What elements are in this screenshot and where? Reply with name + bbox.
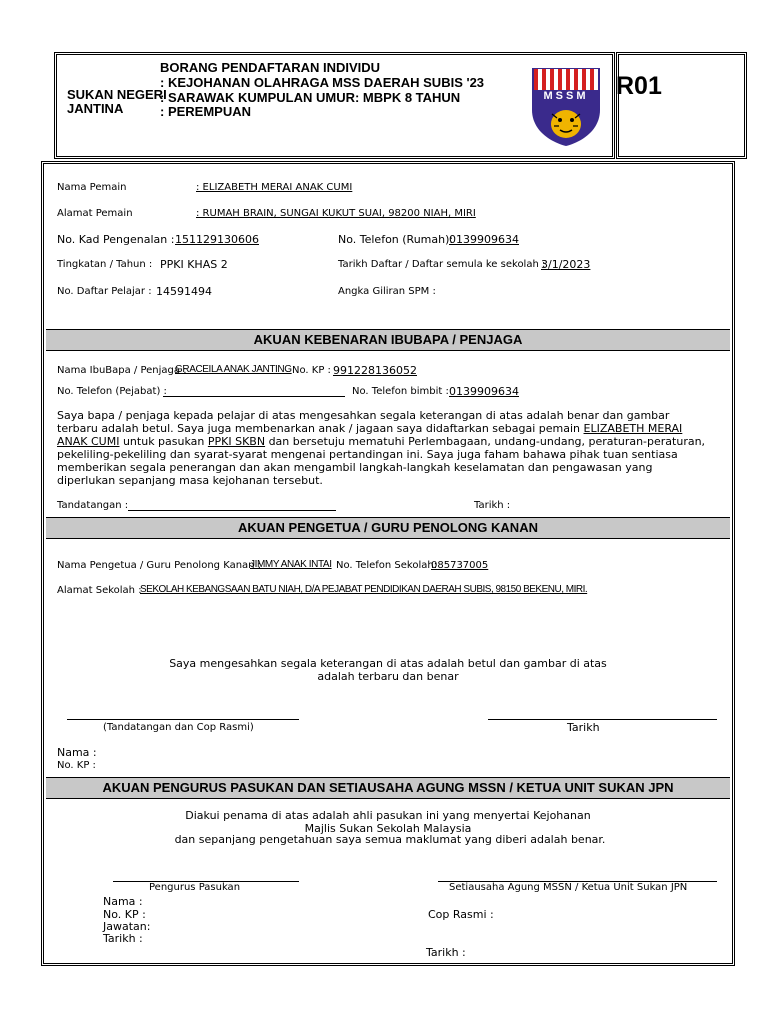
telefon-rumah-value: 0139909634	[449, 233, 519, 246]
pengetua-nama-row: Nama :	[57, 746, 97, 759]
nama-pengetua-value: JIMMY ANAK INTAI	[250, 559, 332, 570]
nama-ibubapa-value: GRACEILA ANAK JANTING	[175, 364, 292, 375]
jantina-value: : PEREMPUAN	[160, 104, 252, 119]
kp-ibubapa-value: 991228136052	[333, 364, 417, 377]
pengetua-signature-line	[67, 719, 299, 720]
telefon-rumah-label: No. Telefon (Rumah):	[338, 233, 454, 246]
pengurus-kp-label: No. KP :	[103, 908, 146, 921]
jantina-label: JANTINA	[67, 101, 124, 116]
nama-pemain-value: : ELIZABETH MERAI ANAK CUMI	[196, 182, 353, 193]
form-title: BORANG PENDAFTARAN INDIVIDU	[160, 60, 381, 75]
pengurus-heading: AKUAN PENGURUS PASUKAN DAN SETIAUSAHA AGUNG MSSN / KETUA UNIT SUKAN JPN	[46, 777, 730, 799]
mssm-shield-icon	[530, 66, 602, 148]
pengurus-pasukan-label: Pengurus Pasukan	[149, 882, 241, 893]
setiausaha-tarikh-label: Tarikh :	[426, 946, 466, 959]
tel-sekolah-value: 085737005	[431, 560, 489, 571]
ibubapa-declaration	[57, 409, 711, 487]
ibubapa-heading: AKUAN KEBENARAN IBUBAPA / PENJAGA	[46, 329, 730, 351]
daftar-pelajar-value: 14591494	[156, 285, 212, 298]
ibubapa-tarikh-label: Tarikh :	[474, 500, 511, 511]
sukan-negeri-label: SUKAN NEGERI	[67, 87, 167, 102]
tel-bimbit-value: 0139909634	[449, 385, 519, 398]
tel-pejabat-line	[163, 396, 345, 397]
declaration-player-name: ELIZABETH MERAI ANAK CUMI	[57, 422, 683, 448]
pengetua-kp-row: No. KP :	[57, 760, 96, 771]
kad-pengenalan-label: No. Kad Pengenalan :	[57, 233, 175, 246]
pengetua-statement: Saya mengesahkan segala keterangan di atas adalah betul dan gambar di atas adalah terbaru dan benar	[169, 657, 607, 683]
tandatangan-line	[128, 510, 336, 511]
pengetua-tarikh-line	[488, 719, 717, 720]
tel-pejabat-label: No. Telefon (Pejabat) :	[57, 386, 167, 397]
pengurus-nama-label: Nama :	[103, 895, 143, 908]
tel-sekolah-label: No. Telefon Sekolah:	[336, 560, 438, 571]
setiausaha-label: Setiausaha Agung MSSN / Ketua Unit Sukan JPN	[449, 882, 688, 893]
cop-rasmi-label: Cop Rasmi :	[428, 908, 494, 921]
kad-pengenalan-value: 151129130606	[175, 233, 259, 246]
pengurus-statement-1: Diakui penama di atas adalah ahli pasukan ini yang menyertai Kejohanan Majlis Sukan Sekolah Malaysia	[185, 809, 591, 835]
pengurus-tarikh-label: Tarikh :	[103, 932, 143, 945]
declaration-team: PPKI SKBN	[207, 435, 266, 448]
tingkatan-label: Tingkatan / Tahun :	[57, 259, 153, 270]
tandatangan-label: Tandatangan :	[57, 500, 129, 511]
nama-pengetua-label: Nama Pengetua / Guru Penolong Kanan :	[57, 560, 262, 571]
tel-bimbit-label: No. Telefon bimbit :	[352, 386, 449, 397]
declaration-text-a: Saya bapa / penjaga kepada pelajar di atas mengesahkan segala keterangan di atas adalah benar dan gambar terbaru adalah betul. Saya juga membenarkan anak / jagaan saya didaftarkan sebagai pemain	[57, 409, 670, 435]
tarikh-daftar-label: Tarikh Daftar / Daftar semula ke sekolah :	[338, 259, 546, 270]
tarikh-daftar-value: 3/1/2023	[541, 258, 591, 271]
pengetua-heading: AKUAN PENGETUA / GURU PENOLONG KANAN	[46, 517, 730, 539]
tingkatan-value: PPKI KHAS 2	[160, 258, 228, 271]
pengurus-statement-2: dan sepanjang pengetahuan saya semua maklumat yang diberi adalah benar.	[174, 833, 606, 846]
alamat-pemain-label: Alamat Pemain	[57, 208, 133, 219]
alamat-sekolah-value: SEKOLAH KEBANGSAAN BATU NIAH, D/A PEJABAT PENDIDIKAN DAERAH SUBIS, 98150 BEKENU, MIRI.	[140, 584, 588, 595]
nama-ibubapa-label: Nama IbuBapa / Penjaga :	[57, 365, 187, 376]
alamat-sekolah-label: Alamat Sekolah :	[57, 585, 142, 596]
declaration-text-b: untuk pasukan	[119, 435, 208, 448]
declaration-text-c: dan bersetuju mematuhi Perlembagaan, undang-undang, peraturan-peraturan, pekeliling-pekeliling dan syarat-syarat mengenai pertandingan ini. Saya juga faham bahawa pihak tuan sentiasa memberikan segala penerangan dan akan mengambil langkah-langkah keselamatan dan pengawasan yang diperlukan sepanjang masa kejohanan tersebut.	[57, 435, 706, 487]
mssm-logo	[530, 66, 602, 148]
form-code-box	[616, 52, 747, 159]
sarawak-line: : SARAWAK KUMPULAN UMUR: MBPK 8 TAHUN	[160, 90, 461, 105]
mssm-logo-text: MSSM	[543, 90, 589, 102]
pengetua-tarikh-label: Tarikh	[567, 721, 600, 734]
pengetua-signature-label: (Tandatangan dan Cop Rasmi)	[103, 722, 254, 733]
nama-pemain-label: Nama Pemain	[57, 182, 127, 193]
pengurus-jawatan-label: Jawatan:	[103, 920, 151, 933]
daftar-pelajar-label: No. Daftar Pelajar :	[57, 286, 152, 297]
form-code: R01	[616, 72, 662, 100]
kp-ibubapa-label: No. KP :	[292, 365, 331, 376]
alamat-pemain-value: : RUMAH BRAIN, SUNGAI KUKUT SUAI, 98200 NIAH, MIRI	[196, 208, 476, 219]
kejohanan-line: : KEJOHANAN OLAHRAGA MSS DAERAH SUBIS '23	[160, 75, 485, 90]
angka-giliran-label: Angka Giliran SPM :	[338, 286, 436, 297]
